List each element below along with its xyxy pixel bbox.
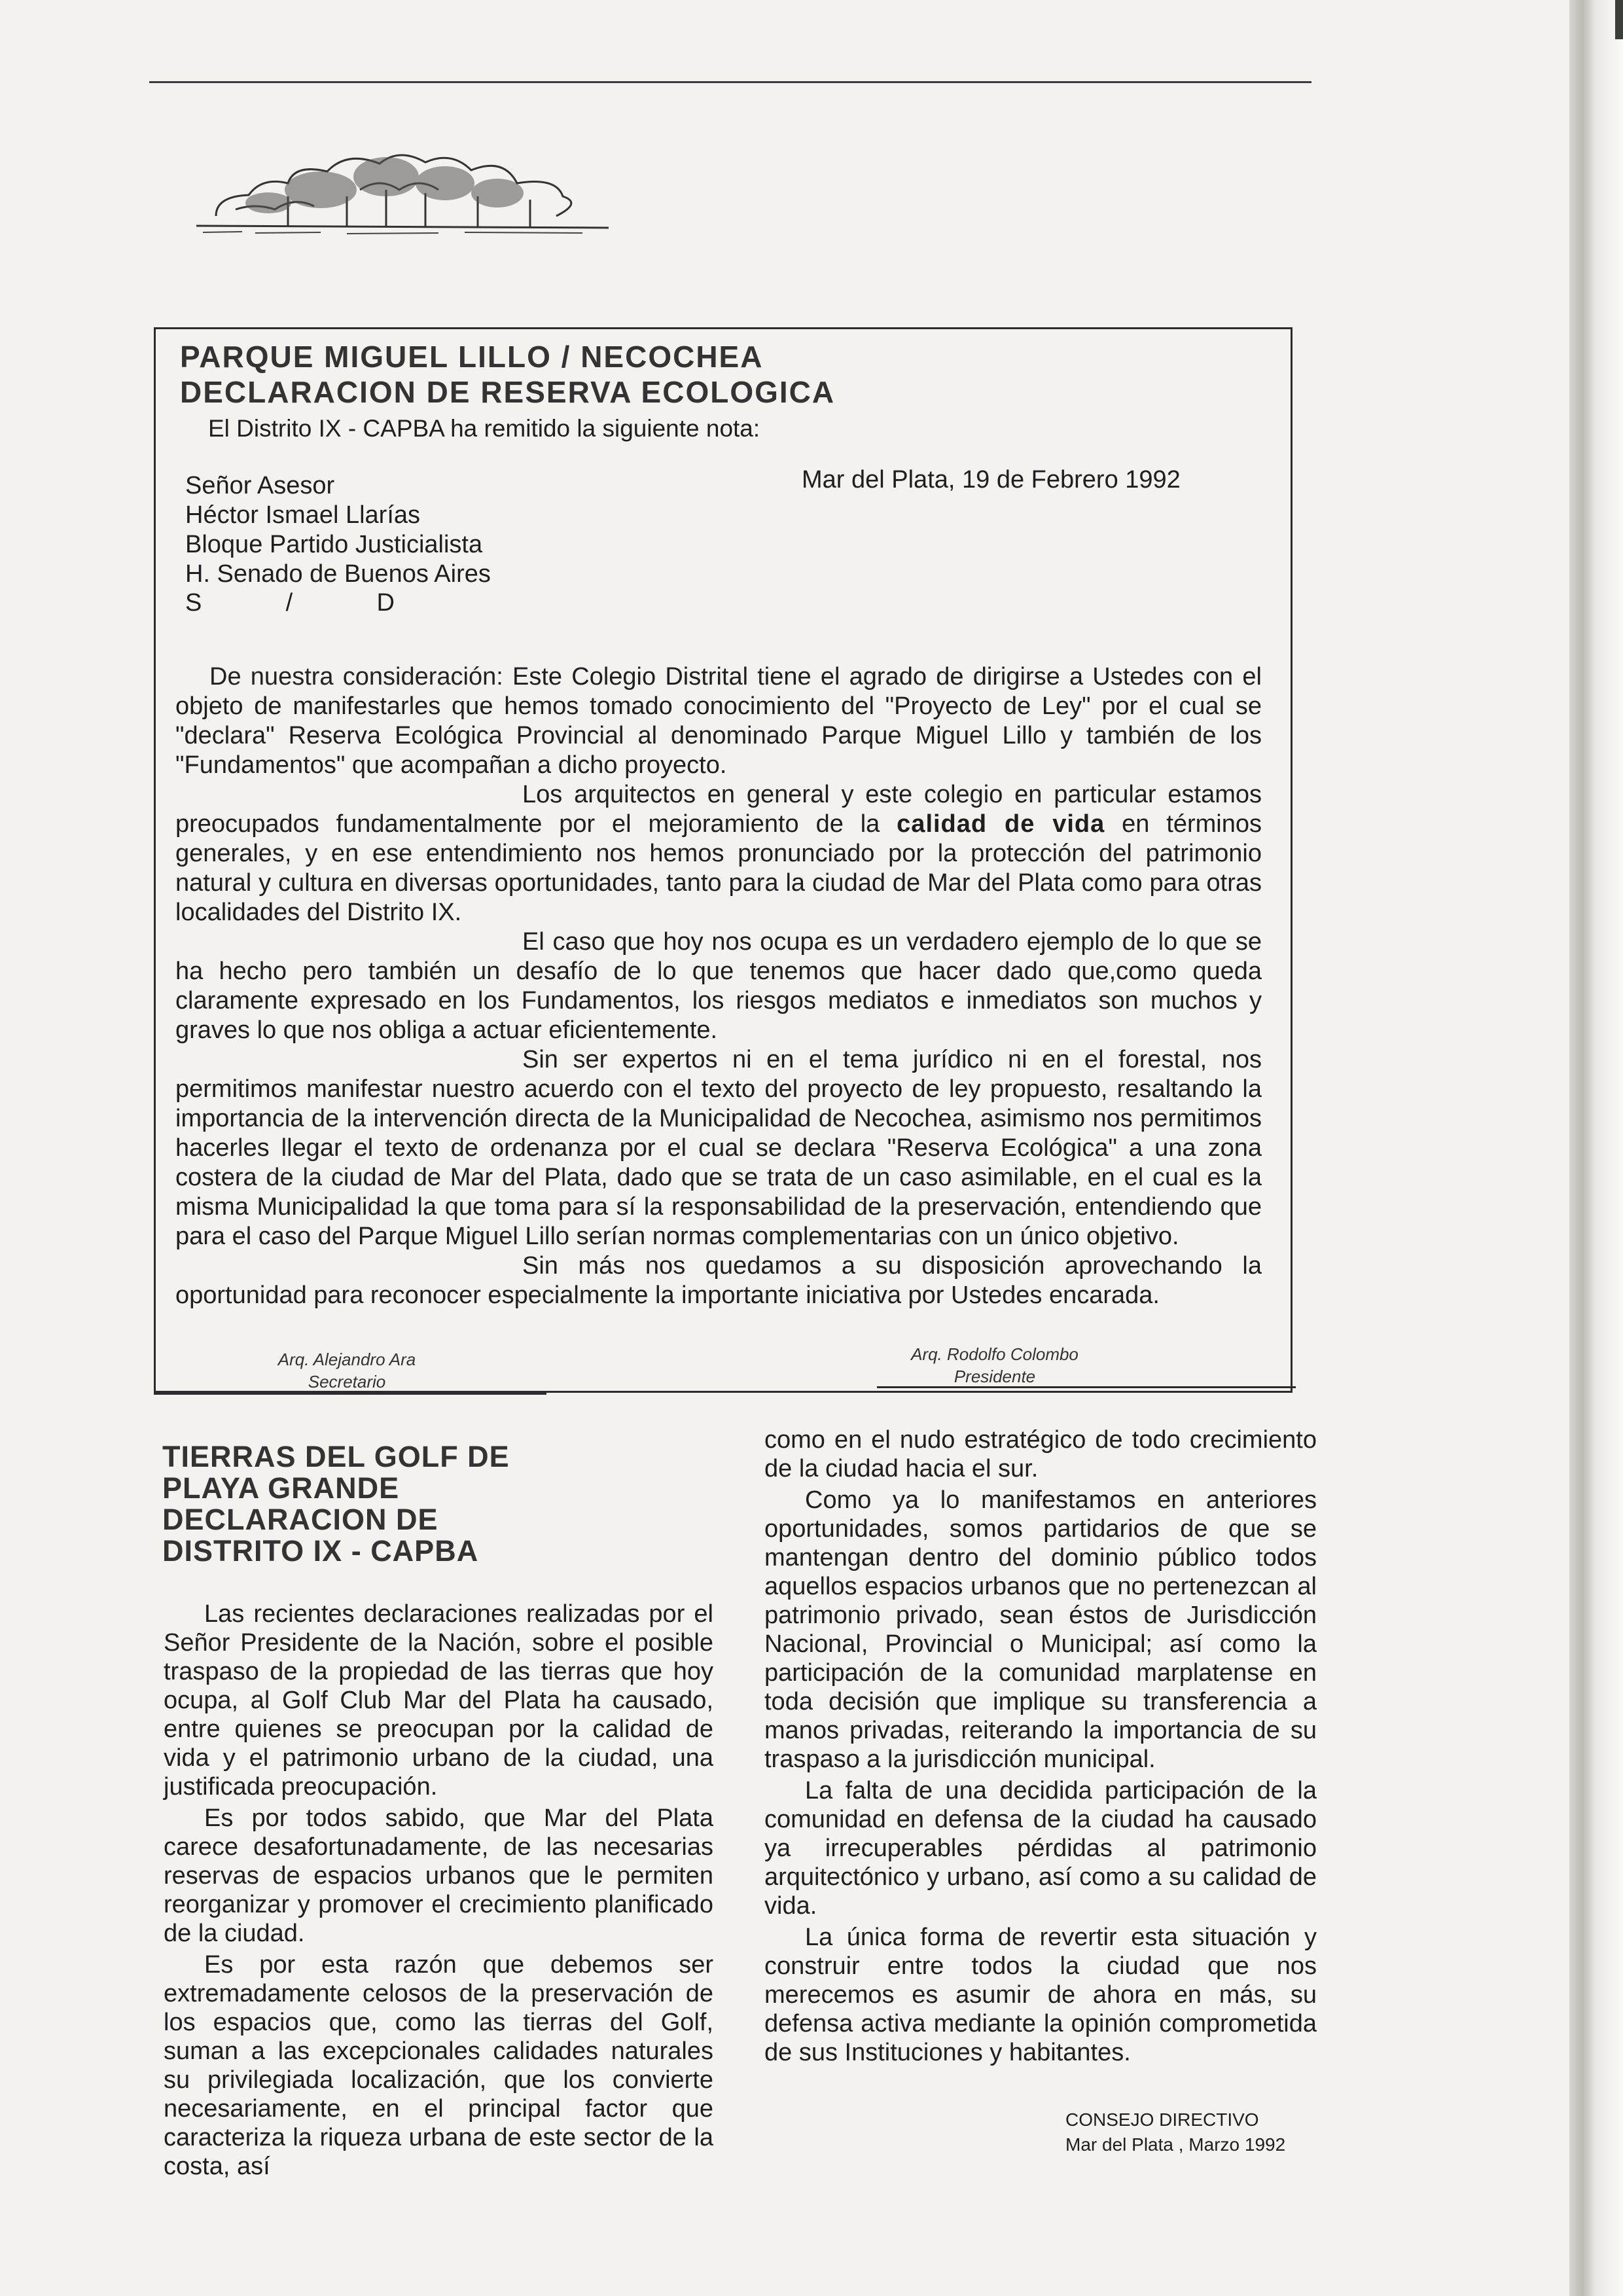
- letter-paragraph: Sin más nos quedamos a su disposición aprovechando la oportunidad para reconocer especialmente la importante iniciativa por Ustedes encarada.: [175, 1252, 1262, 1309]
- title-line: DECLARACION DE: [162, 1503, 438, 1536]
- letter-paragraph: Sin ser expertos ni en el tema jurídico ni en el forestal, nos permitimos manifestar nuestro acuerdo con el texto del proyecto de ley propuesto, resaltando la importancia de la intervención directa de la Municipalidad de Necochea, asimismo nos permitimos hacerles llegar el texto de ordenanza por el cual se declara "Reserva Ecológica" a una zona costera de la ciudad de Mar del Plata, dado que se trata de un caso asimilable, en el cual es la misma Municipalidad la que toma para sí la responsabilidad de la preservación, entendiendo que para el caso del Parque Miguel Lillo serían normas complementarias con un único objetivo.: [175, 1046, 1262, 1250]
- article-paragraph: Las recientes declaraciones realizadas por el Señor Presidente de la Nación, sobre el posible traspaso de la propiedad de las tierras que hoy ocupa, al Golf Club Mar del Plata ha causado, entre quienes se preocupan por la calidad de vida y el patrimonio urbano de la ciudad, una justificada preocupación.: [164, 1600, 713, 1801]
- signature-role: Secretario: [308, 1372, 386, 1391]
- sd-line: [185, 589, 395, 617]
- address-line: Bloque Partido Justicialista: [185, 531, 483, 558]
- salutation: De nuestra consideración:: [209, 663, 513, 691]
- signature-name: Arq. Rodolfo Colombo: [911, 1344, 1079, 1364]
- closing-signature: [1065, 2108, 1285, 2157]
- signature-name: Arq. Alejandro Ara: [277, 1350, 416, 1369]
- article-paragraph: como en el nudo estratégico de todo crecimiento de la ciudad hacia el sur.: [764, 1426, 1317, 1482]
- article2-title: [162, 1441, 510, 1567]
- article-paragraph: La falta de una decidida participación de la comunidad en defensa de la ciudad ha causado ya irrecuperables pérdidas al patrimonio arquitectónico y urbano, así como a su calidad de vida.: [764, 1777, 1317, 1920]
- article2-left-column: [164, 1600, 713, 2183]
- sd-d: D: [376, 589, 395, 617]
- sd-slash: /: [285, 589, 293, 617]
- address-line: Héctor Ismael Llarías: [185, 501, 421, 529]
- signature-president: [890, 1343, 1099, 1388]
- signature-role: Presidente: [954, 1367, 1036, 1386]
- closing-place-date: Mar del Plata , Marzo 1992: [1065, 2134, 1286, 2155]
- page-corner-mark: [1615, 0, 1623, 39]
- address-line: Señor Asesor: [185, 472, 335, 499]
- emphasis-quality-of-life: calidad de vida: [897, 810, 1105, 838]
- title-line: PLAYA GRANDE: [162, 1471, 400, 1505]
- sd-s: S: [185, 589, 202, 617]
- address-line: H. Senado de Buenos Aires: [185, 560, 491, 588]
- page-edge-shadow: [1569, 0, 1623, 2296]
- signature-secretary: [249, 1348, 445, 1393]
- top-rule: [149, 81, 1311, 83]
- trees-illustration-icon: [190, 111, 609, 242]
- article2-right-column: [764, 1426, 1317, 2070]
- recipient-address: [185, 471, 491, 589]
- article-paragraph: La única forma de revertir esta situación y construir entre todos la ciudad que nos merecemos es asumir de ahora en más, su defensa activa mediante la opinión comprometida de sus Instituciones y habitantes.: [764, 1924, 1317, 2066]
- letter-body: [175, 662, 1262, 1310]
- intro-text: El Distrito IX - CAPBA ha remitido la siguiente nota:: [208, 415, 760, 442]
- article-title-line2: DECLARACION DE RESERVA ECOLOGICA: [180, 375, 836, 409]
- article-paragraph: Como ya lo manifestamos en anteriores oportunidades, somos partidarios de que se mantengan dentro del dominio público todos aquellos espacios urbanos que no pertenezcan al patrimonio privado, sean éstos de Jurisdicción Nacional, Provincial o Municipal; así como la participación de la comunidad marplatense en toda decisión que implique su transferencia a manos privadas, reiterando la importancia de su traspaso a la jurisdicción municipal.: [764, 1486, 1317, 1773]
- letter-date: Mar del Plata, 19 de Febrero 1992: [802, 466, 1181, 493]
- article-paragraph: Es por todos sabido, que Mar del Plata carece desafortunadamente, de las necesarias reservas de espacios urbanos que le permiten reorganizar y promover el crecimiento planificado de la ciudad.: [164, 1804, 713, 1947]
- closing-council: CONSEJO DIRECTIVO: [1065, 2109, 1259, 2130]
- box-bottom-rule-left: [154, 1393, 546, 1395]
- letter-paragraph: Los arquitectos en general y este colegio en particular estamos preocupados fundamentalmente por el mejoramiento de la calidad de vida en términos generales, y en ese entendimiento nos hemos pronunciado por la protección del patrimonio natural y cultura en diversas oportunidades, tanto para la ciudad de Mar del Plata como para otras localidades del Distrito IX.: [175, 781, 1262, 926]
- article-title-line1: PARQUE MIGUEL LILLO / NECOCHEA: [180, 340, 764, 374]
- letter-paragraph: El caso que hoy nos ocupa es un verdadero ejemplo de lo que se ha hecho pero también un desafío de lo que tenemos que hacer dado que,como queda claramente expresado en los Fundamentos, los riesgos mediatos e inmediatos son muchos y graves lo que nos obliga a actuar eficientemente.: [175, 928, 1262, 1044]
- article-paragraph: Es por esta razón que debemos ser extremadamente celosos de la preservación de los espacios que, como las tierras del Golf, suman a las excepcionales calidades naturales su privilegiada localización, que los convierte necesariamente, en el principal factor que caracteriza la riqueza urbana de este sector de la costa, así: [164, 1951, 713, 2180]
- title-line: TIERRAS DEL GOLF DE: [162, 1440, 510, 1473]
- letter-paragraph: De nuestra consideración: Este Colegio Distrital tiene el agrado de dirigirse a Ustedes con el objeto de manifestarles que hemos tomado conocimiento del "Proyecto de Ley" por el cual se "declara" Reserva Ecológica Provincial al denominado Parque Miguel Lillo y también de los "Fundamentos" que acompañan a dicho proyecto.: [175, 663, 1262, 779]
- title-line: DISTRITO IX - CAPBA: [162, 1534, 479, 1568]
